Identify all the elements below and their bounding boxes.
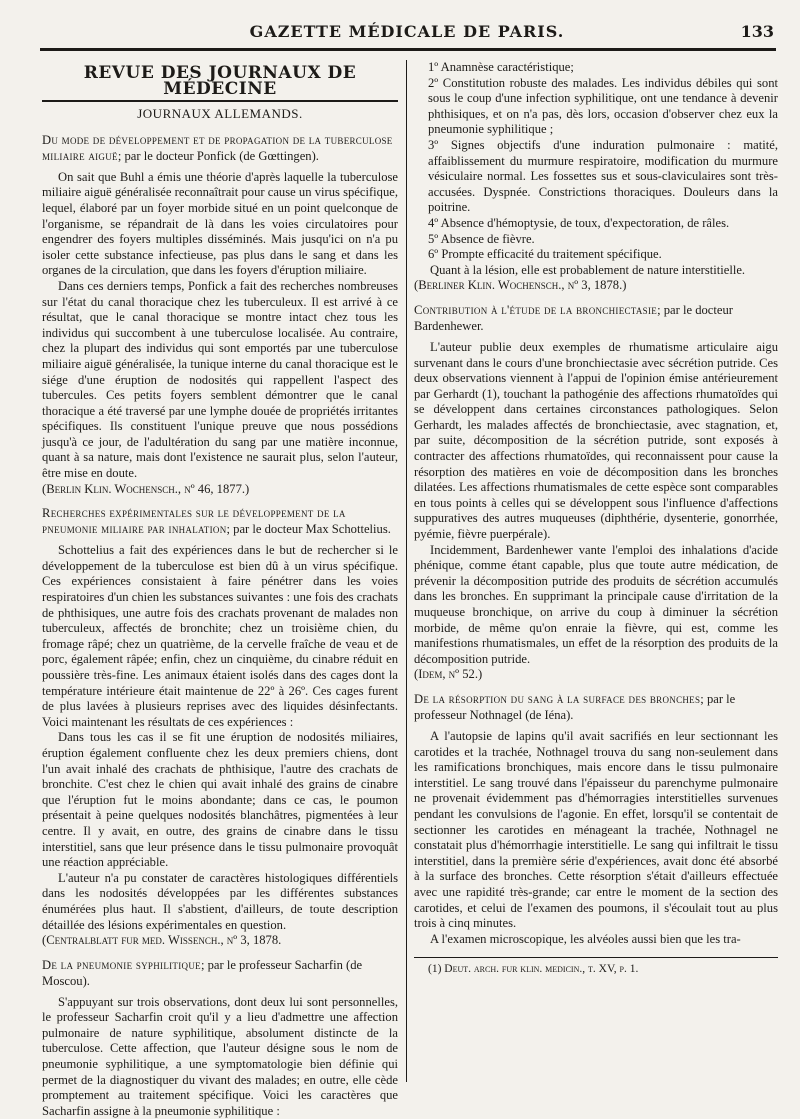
paragraph: L'auteur publie deux exemples de rhumatisme articulaire aigu survenant dans le cours d'une bronchiectasie avec sécrétion putride. Ces deux observations viennent à l'appui de l'opinion émise antérieurement par Gerhardt (1), touchant la pathogénie des affections rhumatoïdes qui se développent dans certaines circonstances pathologiques. Selon Gerhardt, les malades affectés de bronchiectasie, avec stagnation, et, par suite, décomposition de la sécrétion putride, sont exposés à contracter des affections rhumatoïdes, qui reconnaissent pour cause la résorption des matières en voie de décomposition dans les bronches dilatées. Les affections rhumatismales de cette espèce sont comparables en tous points à celles qui se développent sous l'influence d'affections suppuratives des autres muqueuses (diphthérie, dysenterie, gonorrhée, pyémie, fièvre puerpérale). (414, 339, 778, 542)
paragraph: A l'autopsie de lapins qu'il avait sacrifiés en leur sectionnant les carotides et la trachée, Nothnagel trouva du sang non-seulement dans les ramifications bronchiques, mais encore dans le tissu pulmonaire interstitiel. Le sang trouvé dans l'épaisseur du parenchyme pulmonaire ne provenait évidemment pas d'hémorragies interstitielles survenues pendant les convulsions de l'agonie. En effet, lorsqu'il se contentait de sectionner les carotides en ménageant la trachée, Nothnagel ne constatait plus d'hémorrhagie interstitielle. Le sang qui infiltrait le tissu interstitiel, dans la première série d'expériences, avait donc été absorbé à la surface des bronches. Cette résorption s'était d'ailleurs effectuée avec une rapidité très-grande; car entre le moment de la section des carotides, et celui de l'examen des poumons, il s'écoulait tout au plus trois à cinq minutes. (414, 728, 778, 931)
page-number: 133 (740, 22, 774, 41)
article-title: Contribution à l'étude de la bronchiectasie (414, 302, 658, 317)
reference (42, 482, 398, 498)
running-head (40, 22, 774, 46)
column-divider (406, 60, 407, 1082)
list-item: 4º Absence d'hémoptysie, de toux, d'expectoration, de râles. (428, 215, 730, 230)
journal-title: GAZETTE MÉDICALE DE PARIS. (249, 22, 565, 41)
paragraph: A l'examen microscopique, les alvéoles aussi bien que les tra- (430, 931, 741, 946)
article-heading (414, 302, 778, 334)
list-item: 1º Anamnèse caractéristique; (428, 60, 574, 74)
paragraph: L'auteur n'a pu constater de caractères histologiques différentiels dans les nodosités développées par les différentes substances énumérées plus haut. Il s'abstient, d'ailleurs, de toute description détaillée des lésions expérimentales en question. (42, 870, 398, 932)
article-title: De la résorption du sang à la surface des bronches (414, 691, 701, 706)
right-column (414, 60, 778, 1100)
paragraph: Dans tous les cas il se fit une éruption de nodosités miliaires, éruption également confluente chez les deux premiers chiens, dont l'un avait inhalé des crachats de phthisique, l'autre des crachats de bronchite. C'est chez le chien qui avait inhalé des grains de cinabre que l'éruption fut le moins abondante; dans ce cas, le poumon présentait à peine quelques nodosités blanchâtres, pigmentées à leur centre. Il y avait, en outre, des grains de cinabre dans le tissu interstitiel, sans que leur présence dans le tissu pulmonaire provoquât une réaction appréciable. (42, 730, 398, 870)
header-rule (40, 48, 776, 51)
article-byline: ; par le docteur Max Schottelius. (226, 522, 391, 537)
list-item: 3º Signes objectifs d'une induration pulmonaire : matité, affaiblissement du murmure respiratoire, modification du murmure vésiculaire normal. Les fossettes sus et sous-claviculaires sont très-accusées. Dyspnée. Constrictions thoraciques. Douleurs dans la poitrine. (428, 137, 778, 215)
article-byline: ; par le professeur Nothnagel (de Iéna). (414, 691, 736, 722)
article-title: De la pneumonie syphilitique (42, 957, 201, 972)
reference (42, 933, 398, 949)
reference-text: (Centralblatt fur med. Wissench., nº 3, 1878. (42, 933, 282, 948)
article-title: Du mode de développement et de propagation de la tuberculose miliaire aiguë (42, 132, 393, 163)
paragraph: Incidemment, Bardenhewer vante l'emploi des inhalations d'acide phénique, comme étant capable, plus que toute autre médication, de prévenir la décomposition putride des produits de sécrétion accumulés dans les bronches. En supprimant la principale cause d'irritation de la muqueuse bronchique, on arrive du coup à diminuer la sécrétion morbide, de même qu'on enraie la fièvre, qui est, comme les manifestions rhumatismales, un effet de la résorption des produits de la décomposition putride. (414, 542, 778, 666)
reference-text: (Berlin Klin. Wochensch., nº 46, 1877.) (42, 481, 250, 496)
article-byline: ; par le docteur Ponfick (de Gœttingen). (117, 148, 319, 163)
article-byline: ; par le docteur Bardenhewer. (414, 302, 733, 333)
article-title: Recherches expérimentales sur le développement de la pneumonie miliaire par inhalation (42, 506, 346, 537)
reference (414, 667, 778, 683)
paragraph: Dans ces derniers temps, Ponfick a fait des recherches nombreuses sur l'état du canal thoracique chez les tuberculeux. Il est arrivé à ce résultat, que le canal thoracique se montre intact chez tous les individus qui succombent à une tuberculose localisée. Au contraire, chez la plupart des individus qui sont emportés par une tuberculose miliaire aiguë généralisée, la tunique interne du canal thoracique est le siége d'une éruption de nodosités qui rappellent l'aspect des tubercules. Ces petits foyers semblent démontrer que le canal thoracique a été traversé par une lymphe douée de propriétés irritantes spécifiques. Ils constituent l'unique preuve que nous possédions jusqu'à ce jour, de l'adultération du sang par une matière inconnue, quant à sa nature, mais dont l'existence ne saurait plus, selon l'auteur, être mise en doute. (42, 278, 398, 481)
reference (414, 278, 778, 294)
footnote-rule (414, 957, 778, 958)
list-item: 5º Absence de fièvre. (428, 231, 535, 246)
paragraph: Schottelius a fait des expériences dans le but de rechercher si le développement de la tuberculose est bien dû à un virus spécifique. Ces expériences consistaient à faire pénétrer dans les voies respiratoires d'un chien les substances suivantes : une fois des crachats de phthisiques, une autre fois des crachats provenant de malades non tuberculeux, affectés de bronchite; chez un troisième chien, du fromage râpé; chez un quatrième, de la cervelle fraîche de veau et de porc, également râpée; enfin, chez un cinquième, du cinabre réduit en poussière très-fine. Les animaux étaient isolés dans des cages dont la température intérieure était maintenue de 22º à 26º. Ces cages furent de plus lavées à plusieurs reprises avec des liquides désinfectants. Voici maintenant les résultats de ces expériences : (42, 543, 398, 729)
list-item: 6º Prompte efficacité du traitement spécifique. (428, 247, 662, 262)
article-heading (42, 957, 398, 989)
list-item: 2º Constitution robuste des malades. Les individus débiles qui sont sous le coup d'une infection syphilitique, ont une tendance à devenir phthisiques, et on n'a pas, dès lors, occasion d'observer chez eux la pneumonie syphilitique ; (428, 75, 778, 137)
reference-text: (Idem, nº 52.) (414, 667, 483, 682)
footnote: (1) Deut. arch. fur klin. medicin., t. XV, p. 1. (428, 963, 639, 976)
paragraph: S'appuyant sur trois observations, dont deux lui sont personnelles, le professeur Sacharfin croit qu'il y a lieu d'admettre une affection pulmonaire de nature syphilitique, absolument distincte de la tuberculose. Cette affection, que l'auteur désigne sous le nom de pneumonie syphilitique, a une symptomatologie bien définie qui permet de la diagnostiquer du vivant des malades; en outre, elle cède promptement au traitement spécifique. Voici les caractères que Sacharfin assigne à la pneumonie syphilitique : (42, 994, 398, 1118)
section-title: REVUE DES JOURNAUX DE MÉDECINE (42, 66, 398, 102)
paragraph: On sait que Buhl a émis une théorie d'après laquelle la tuberculose miliaire aiguë généralisée reconnaîtrait pour cause un virus spécifique, lequel, élaboré par un foyer morbide situé en un point quelconque de l'organisme, se répandrait de là dans les voies circulatoires pour engendrer des foyers multiples disséminés. Mais jusqu'ici on n'a pu isoler cette substance infectieuse, pas plus dans le sang et dans les organes de la circulation, que dans les foyers d'éruption miliaire. (42, 169, 398, 278)
article-heading (42, 505, 398, 537)
article-byline: ; par le professeur Sacharfin (de Moscou). (42, 957, 363, 988)
left-column (42, 60, 398, 1118)
paragraph: Quant à la lésion, elle est probablement de nature interstitielle. (430, 262, 746, 277)
article-heading (414, 691, 778, 723)
reference-text: (Berliner Klin. Wochensch., nº 3, 1878.) (414, 278, 627, 293)
article-heading (42, 132, 398, 164)
section-subtitle: JOURNAUX ALLEMANDS. (137, 106, 303, 122)
